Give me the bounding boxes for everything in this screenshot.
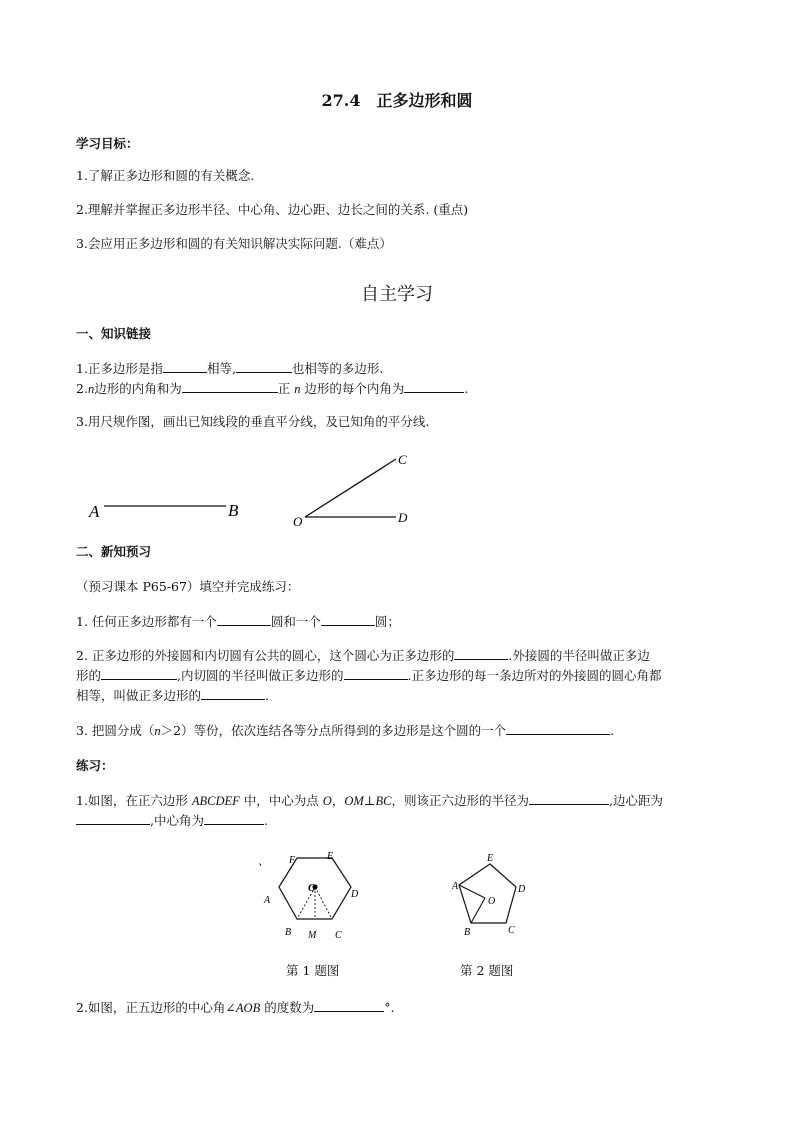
- blank-field[interactable]: [163, 359, 207, 373]
- p2q1-text-b: 圆和一个: [270, 614, 321, 629]
- practice-question-2: [76, 998, 394, 1017]
- blank-field[interactable]: [182, 379, 278, 393]
- stray-mark: 、: [258, 856, 269, 868]
- p2q3-text-c: .: [610, 723, 615, 738]
- label-b: B: [228, 501, 239, 520]
- blank-field[interactable]: [217, 612, 271, 626]
- goal-item-2: 2.理解并掌握正多边形半径、中心角、边心距、边长之间的关系. (重点): [76, 202, 469, 217]
- blank-field[interactable]: [506, 721, 610, 735]
- blank-field[interactable]: [529, 791, 609, 805]
- variable-n: n: [154, 724, 161, 738]
- variable-n: n: [294, 382, 301, 396]
- pq2-text-a: 2.如图，正五边形的中心角∠: [76, 1000, 236, 1015]
- goal-item-1: 1.了解正多边形和圆的有关概念.: [76, 168, 255, 183]
- part1-heading: 一、知识链接: [76, 326, 152, 341]
- blank-field[interactable]: [404, 379, 464, 393]
- ray-oc: [305, 459, 396, 517]
- pq1-text-f: ,边心距为: [609, 793, 664, 808]
- label-b: B: [285, 927, 292, 938]
- pq2-text-b: 的度数为: [260, 1000, 315, 1015]
- p2q2-text-e: .正多边形的每一条边所对的外接圆的圆心角都: [407, 668, 662, 683]
- q1-text-a: 1.正多边形是指: [76, 361, 163, 376]
- blank-field[interactable]: [201, 686, 265, 700]
- q1-text-b: 相等,: [206, 361, 236, 376]
- q2-text-e: .: [464, 381, 469, 396]
- part2-question-3: [76, 721, 614, 740]
- blank-field[interactable]: [454, 646, 508, 660]
- figure-1-caption: 第 1 题图: [286, 963, 340, 978]
- label-c: C: [398, 452, 407, 467]
- blank-field[interactable]: [321, 612, 375, 626]
- part1-question-3: 3.用尺规作图，画出已知线段的垂直平分线，及已知角的平分线.: [76, 414, 430, 429]
- label-d: D: [518, 884, 526, 895]
- segment-oc: [315, 887, 332, 919]
- label-e: E: [327, 851, 334, 862]
- p2q2-text-a: 2. 正多边形的外接圆和内切圆有公共的圆心，这个圆心为正多边形的: [76, 648, 455, 663]
- label-a: A: [452, 881, 459, 892]
- pq1-text-d: ⊥: [363, 793, 376, 808]
- label-e: E: [487, 853, 494, 864]
- practice-question-1-line-1: [76, 791, 663, 810]
- label-o: O: [488, 896, 496, 907]
- q2-text-b: 边形的内角和为: [94, 381, 182, 396]
- blank-field[interactable]: [204, 811, 264, 825]
- part2-question-2-line-2: [76, 666, 661, 685]
- point-o: O: [322, 794, 332, 808]
- pq1-text-a: 1.如图，在正六边形: [76, 793, 192, 808]
- blank-field[interactable]: [76, 811, 150, 825]
- q2-text-c: 正: [277, 381, 295, 396]
- part1-question-2: [76, 379, 468, 398]
- blank-field[interactable]: [101, 666, 177, 680]
- q2-text-d: 边形的每个内角为: [300, 381, 405, 396]
- pentagon-figure: [440, 845, 540, 945]
- pq1-text-e: ，则该正六边形的半径为: [391, 793, 530, 808]
- label-c: C: [508, 925, 515, 936]
- p2q1-text-a: 1. 任何正多边形都有一个: [76, 614, 217, 629]
- pq1-text-c: ，: [331, 793, 345, 808]
- p2q2-text-g: .: [265, 688, 269, 703]
- label-a: A: [89, 502, 100, 521]
- label-f: F: [289, 855, 296, 866]
- pentagon-shape: [459, 864, 516, 923]
- label-a: A: [264, 895, 271, 906]
- goals-heading: 学习目标：: [76, 136, 139, 151]
- pq1-text-b: 中，中心为点: [239, 793, 323, 808]
- pq1-text-g: ,中心角为: [150, 813, 204, 828]
- p2q2-text-d: ,内切圆的半径叫做正多边形的: [177, 668, 344, 683]
- part2-question-2-line-3: [76, 686, 269, 705]
- q1-text-c: 也相等的多边形.: [291, 361, 384, 376]
- label-m: M: [308, 930, 317, 941]
- figure-2-caption: 第 2 题图: [460, 963, 514, 978]
- angle-aob: AOB: [235, 1001, 261, 1015]
- practice-heading: 练习：: [76, 758, 114, 773]
- label-b: B: [464, 927, 471, 938]
- angle-cod-figure: [285, 448, 425, 538]
- pq1-text-h: .: [263, 813, 268, 828]
- hexagon-figure: [250, 845, 380, 945]
- polygon-name: ABCDEF: [191, 794, 240, 808]
- label-d: D: [398, 510, 408, 525]
- section-title: 自主学习: [361, 284, 433, 305]
- segment-bc: BC: [375, 794, 392, 808]
- goal-item-3: 3.会应用正多边形和圆的有关知识解决实际问题.（难点）: [76, 236, 392, 251]
- p2q3-text-a: 3. 把圆分成（: [76, 723, 155, 738]
- pq2-text-c: °.: [384, 1000, 395, 1015]
- p2q2-text-f: 相等，叫做正多边形的: [76, 688, 202, 703]
- blank-field[interactable]: [344, 666, 408, 680]
- label-o: O: [293, 514, 303, 529]
- part2-intro: （预习课本 P65-67）填空并完成练习：: [76, 579, 300, 594]
- label-c: C: [335, 930, 342, 941]
- blank-field[interactable]: [314, 998, 384, 1012]
- label-o: O: [308, 882, 316, 894]
- q2-text-a: 2.: [76, 381, 88, 396]
- practice-question-1-line-2: [76, 811, 268, 830]
- part2-heading: 二、新知预习: [76, 544, 152, 559]
- part1-question-1: [76, 359, 383, 378]
- p2q2-text-b: .外接圆的半径叫做正多边: [508, 648, 650, 663]
- p2q2-text-c: 形的: [76, 668, 102, 683]
- p2q3-text-b: ＞2）等份，依次连结各等分点所得到的多边形是这个圆的一个: [160, 723, 507, 738]
- part2-question-2-line-1: [76, 646, 650, 665]
- blank-field[interactable]: [236, 359, 292, 373]
- variable-n: n: [87, 382, 95, 396]
- part2-question-1: [76, 612, 400, 631]
- page-title: 27.4 正多边形和圆: [321, 91, 473, 110]
- segment-ob: [471, 898, 485, 923]
- label-d: D: [351, 889, 359, 900]
- p2q1-text-c: 圆；: [374, 614, 400, 629]
- segment-ab-figure: [80, 490, 260, 530]
- segment-om: OM: [344, 794, 364, 808]
